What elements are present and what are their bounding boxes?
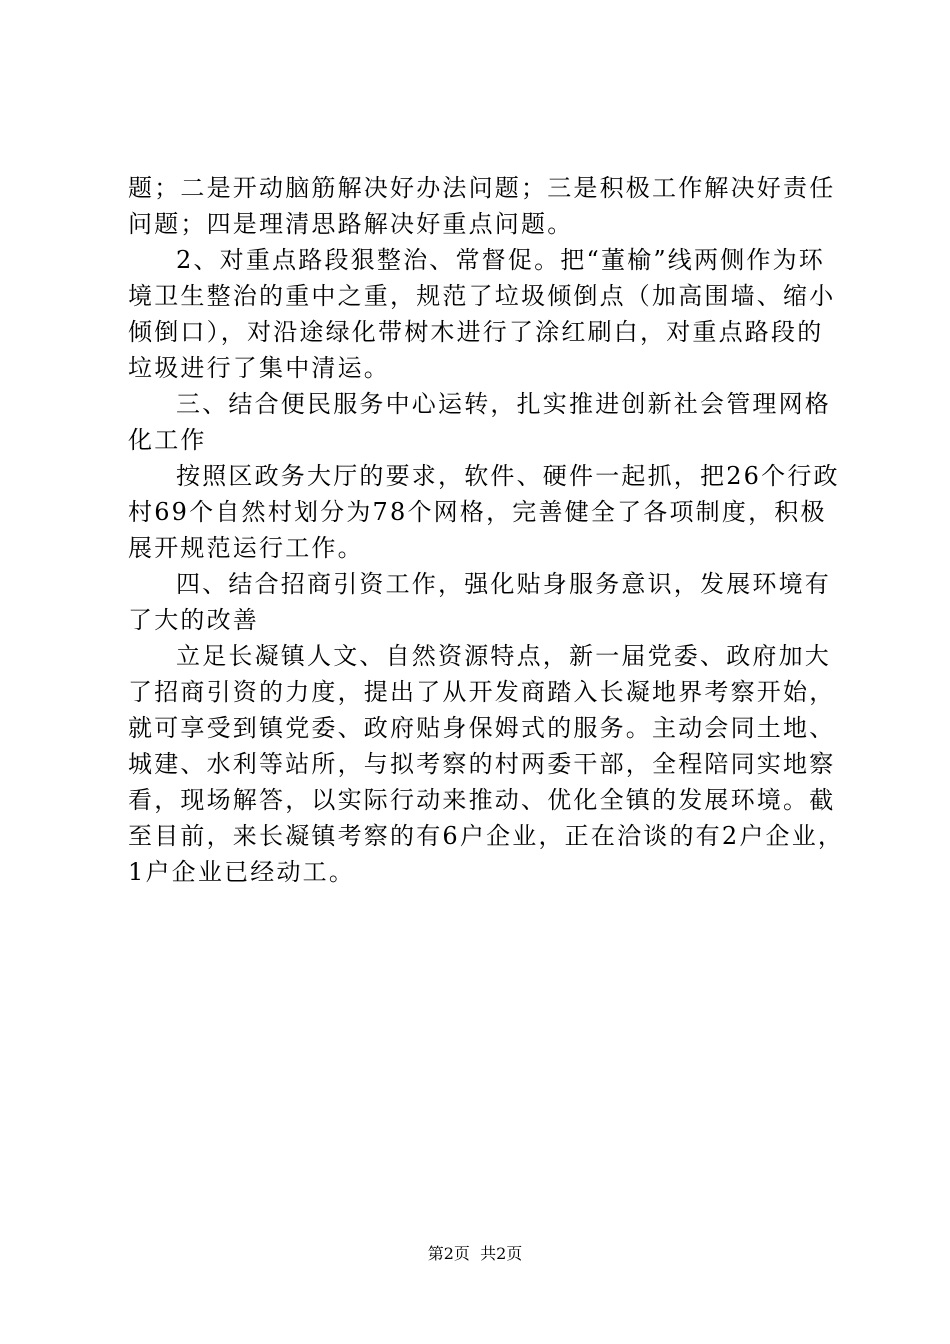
section-heading-line: 了大的改善: [128, 606, 259, 634]
section-heading-line: 三、结合便民服务中心运转，扎实推进创新社会管理网格: [176, 390, 831, 418]
text-line: 题；二是开动脑筋解决好办法问题；三是积极工作解决好责任: [128, 174, 836, 202]
text-line: 城建、水利等站所，与拟考察的村两委干部，全程陪同实地察: [128, 750, 836, 778]
page-footer: [0, 1244, 950, 1264]
text-line: 垃圾进行了集中清运。: [128, 354, 390, 382]
text-line: 村69个自然村划分为78个网格，完善健全了各项制度，积极: [128, 498, 827, 526]
text-line: 立足长凝镇人文、自然资源特点，新一届党委、政府加大: [176, 642, 831, 670]
text-line: 倾倒口），对沿途绿化带树木进行了涂红刷白，对重点路段的: [128, 318, 824, 346]
section-heading-line: 四、结合招商引资工作，强化贴身服务意识，发展环境有: [176, 570, 831, 598]
text-line: 境卫生整治的重中之重，规范了垃圾倾倒点（加高围墙、缩小: [128, 282, 836, 310]
page-number-label: 第2页 共2页: [427, 1244, 523, 1263]
text-line: 看，现场解答，以实际行动来推动、优化全镇的发展环境。截: [128, 786, 836, 814]
text-line: 展开规范运行工作。: [128, 534, 364, 562]
text-line: 问题；四是理清思路解决好重点问题。: [128, 210, 574, 238]
text-line: 2、对重点路段狠整治、常督促。把“董榆”线两侧作为环: [176, 246, 826, 274]
section-heading-line: 化工作: [128, 426, 207, 454]
text-line: 按照区政务大厅的要求，软件、硬件一起抓，把26个行政: [176, 462, 840, 490]
text-line: 至目前，来长凝镇考察的有6户企业，正在洽谈的有2户企业，: [128, 822, 845, 850]
document-body: [128, 170, 848, 890]
text-line: 就可享受到镇党委、政府贴身保姆式的服务。主动会同土地、: [128, 714, 836, 742]
text-line: 了招商引资的力度，提出了从开发商踏入长凝地界考察开始，: [128, 678, 836, 706]
text-line: 1户企业已经动工。: [128, 858, 356, 886]
